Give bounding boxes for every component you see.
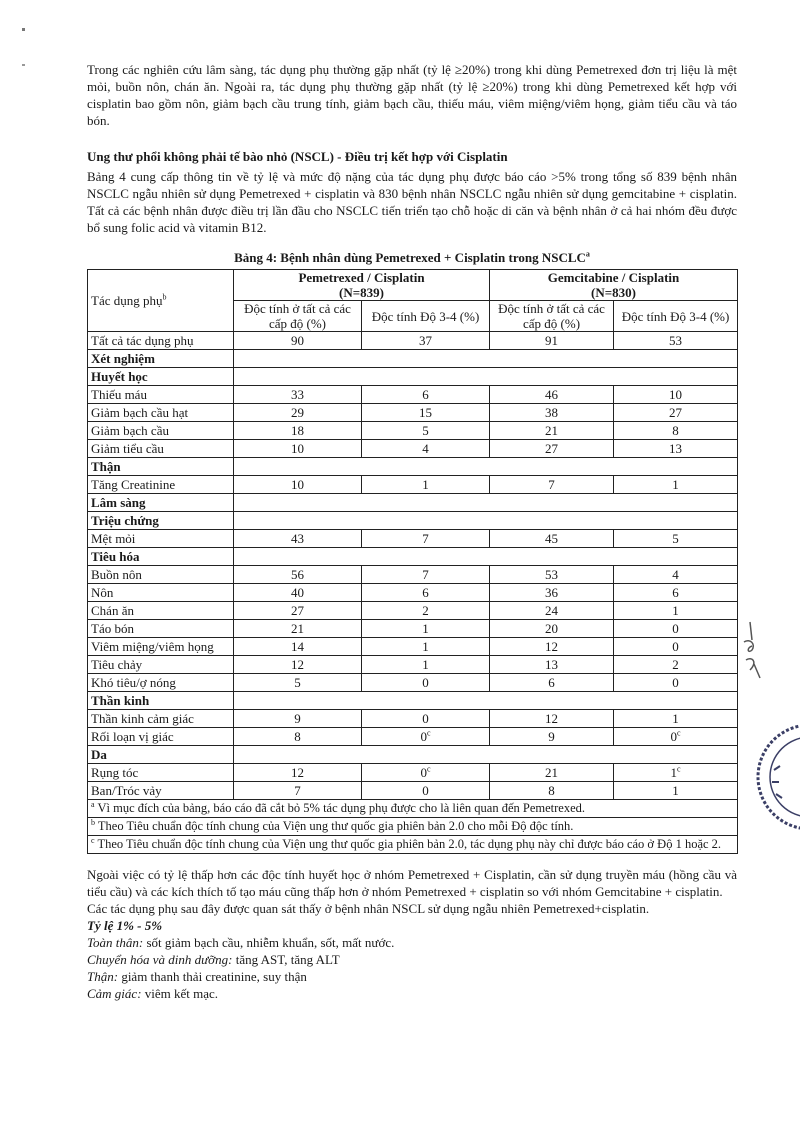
value-cell: 1: [614, 602, 738, 620]
value-cell: 21: [490, 422, 614, 440]
value-cell: 1: [614, 476, 738, 494]
value-cell: 7: [490, 476, 614, 494]
value-cell: 5: [234, 674, 362, 692]
section-blank-cell: [234, 458, 738, 476]
subheader-all-grades-2: Độc tính ở tất cả các cấp độ (%): [490, 301, 614, 332]
row-label: Buồn nôn: [88, 566, 234, 584]
value-cell: 13: [614, 440, 738, 458]
table-caption-text: Bảng 4: Bệnh nhân dùng Pemetrexed + Cisplatin trong NSCLC: [234, 250, 586, 265]
rate-heading: Tỷ lệ 1% - 5%: [87, 918, 163, 933]
value-cell: 10: [614, 386, 738, 404]
table-caption-footnote-mark: a: [585, 249, 590, 259]
table-caption: [87, 249, 737, 266]
value-cell: 6: [362, 584, 490, 602]
footnote-row: [88, 836, 738, 854]
value-cell: 53: [614, 332, 738, 350]
table-section-row: [88, 368, 738, 386]
table-row: [88, 422, 738, 440]
table-header-row-1: [88, 270, 738, 301]
value-cell: 0: [362, 782, 490, 800]
section-heading: Ung thư phổi không phải tế bào nhỏ (NSCL) - Điều trị kết hợp với Cisplatin: [87, 149, 508, 164]
subheader-all-grades-1: Độc tính ở tất cả các cấp độ (%): [234, 301, 362, 332]
table-row: [88, 638, 738, 656]
row-label: Tất cả tác dụng phụ: [88, 332, 234, 350]
value-cell: 45: [490, 530, 614, 548]
value-cell: 6: [490, 674, 614, 692]
list-item: Thận: giảm thanh thải creatinine, suy thận: [87, 969, 307, 984]
section-blank-cell: [234, 512, 738, 530]
intro-paragraph-1: Trong các nghiên cứu lâm sàng, tác dụng phụ thường gặp nhất (tỷ lệ ≥20%) trong khi dùng Pemetrexed đơn trị liệu là mệt mỏi, buồn nôn, chán ăn. Ngoài ra, tác dụng phụ thường gặp nhất (tỷ lệ ≥20%) trong khi dùng Pemetrexed kết hợp với cisplatin bao gồm nôn, giảm bạch cầu trung tính, giảm bạch cầu, thiếu máu, viêm miệng/viêm họng, giảm tiểu cầu và táo bón.: [87, 62, 737, 128]
value-cell: 91: [490, 332, 614, 350]
table-row: [88, 656, 738, 674]
section-blank-cell: [234, 368, 738, 386]
value-cell: 1$^c$: [614, 764, 738, 782]
row-label: Chán ăn: [88, 602, 234, 620]
value-cell: 7: [362, 566, 490, 584]
value-cell: 0: [614, 620, 738, 638]
row-label: Tiêu chảy: [88, 656, 234, 674]
value-cell: 27: [490, 440, 614, 458]
value-cell: 43: [234, 530, 362, 548]
section-label: Thận: [88, 458, 234, 476]
value-cell: 4: [614, 566, 738, 584]
value-cell: 9: [490, 728, 614, 746]
value-cell: 13: [490, 656, 614, 674]
section-blank-cell: [234, 746, 738, 764]
row-label: Nôn: [88, 584, 234, 602]
adverse-events-table: [87, 269, 738, 854]
value-cell: 46: [490, 386, 614, 404]
row-label: Ban/Tróc vảy: [88, 782, 234, 800]
section-label: Thần kinh: [88, 692, 234, 710]
value-cell: 1: [614, 710, 738, 728]
after-list: [87, 934, 737, 1002]
handwritten-mark-icon: [736, 620, 766, 680]
footnote-mark: c: [676, 728, 681, 738]
table-row: [88, 566, 738, 584]
row-label: Thiếu máu: [88, 386, 234, 404]
table-row: [88, 674, 738, 692]
official-stamp-icon: [752, 712, 800, 842]
table-row: [88, 404, 738, 422]
value-cell: 10: [234, 476, 362, 494]
row-label: Rụng tóc: [88, 764, 234, 782]
table-row: [88, 710, 738, 728]
list-item: Chuyển hóa và dinh dưỡng: tăng AST, tăng ALT: [87, 952, 340, 967]
value-cell: 1: [362, 656, 490, 674]
value-cell: 40: [234, 584, 362, 602]
row-label: Mệt mỏi: [88, 530, 234, 548]
table-row: [88, 602, 738, 620]
value-cell: 1: [362, 476, 490, 494]
value-cell: 12: [234, 764, 362, 782]
section-label: Lâm sàng: [88, 494, 234, 512]
value-cell: 0: [614, 674, 738, 692]
section-label: Triệu chứng: [88, 512, 234, 530]
value-cell: 12: [490, 638, 614, 656]
table-row: [88, 440, 738, 458]
value-cell: 37: [362, 332, 490, 350]
footnote: $^c$ Theo Tiêu chuẩn độc tính chung của Viện ung thư quốc gia phiên bản 2.0, tác dụng phụ này chỉ được báo cáo ở Độ 1 hoặc 2.: [88, 836, 738, 854]
table-footnotes: [88, 800, 738, 854]
row-label: Rối loạn vị giác: [88, 728, 234, 746]
after-paragraph-1: Ngoài việc có tỷ lệ thấp hơn các độc tính huyết học ở nhóm Pemetrexed + Cisplatin, cần sử dụng truyền máu (hồng cầu và tiểu cầu) và các kích thích tố tạo máu cũng thấp hơn ở nhóm Pemetrexed + cisplatin so với nhóm Gemcitabine + cisplatin.: [87, 867, 737, 899]
value-cell: 29: [234, 404, 362, 422]
value-cell: 8: [614, 422, 738, 440]
footnote: $^a$ Vì mục đích của bảng, báo cáo đã cắt bỏ 5% tác dụng phụ được cho là liên quan đến Pemetrexed.: [88, 800, 738, 818]
row-label: Giảm tiểu cầu: [88, 440, 234, 458]
value-cell: 0$^c$: [362, 728, 490, 746]
section-label: Xét nghiệm: [88, 350, 234, 368]
value-cell: 18: [234, 422, 362, 440]
column-group-pemetrexed: Pemetrexed / Cisplatin (N=839): [234, 270, 490, 301]
table-row: [88, 332, 738, 350]
value-cell: 14: [234, 638, 362, 656]
row-label: Giảm bạch cầu hạt: [88, 404, 234, 422]
table-section-row: [88, 548, 738, 566]
value-cell: 7: [362, 530, 490, 548]
value-cell: 0$^c$: [614, 728, 738, 746]
table-section-row: [88, 512, 738, 530]
value-cell: 38: [490, 404, 614, 422]
table-row: [88, 728, 738, 746]
value-cell: 27: [234, 602, 362, 620]
subheader-grade-3-4-2: Độc tính Độ 3-4 (%): [614, 301, 738, 332]
section-blank-cell: [234, 692, 738, 710]
table-body: [88, 332, 738, 800]
value-cell: 6: [614, 584, 738, 602]
value-cell: 8: [234, 728, 362, 746]
footnote-row: [88, 800, 738, 818]
value-cell: 10: [234, 440, 362, 458]
section-blank-cell: [234, 350, 738, 368]
value-cell: 0: [614, 638, 738, 656]
table-row: [88, 476, 738, 494]
row-label: Táo bón: [88, 620, 234, 638]
subheader-grade-3-4-1: Độc tính Độ 3-4 (%): [362, 301, 490, 332]
value-cell: 2: [362, 602, 490, 620]
scan-dot: [22, 64, 25, 66]
row-label: Viêm miệng/viêm họng: [88, 638, 234, 656]
intro-paragraph-2: Bảng 4 cung cấp thông tin về tỷ lệ và mức độ nặng của tác dụng phụ được báo cáo >5% trong tổng số 839 bệnh nhân NSCLC ngẫu nhiên sử dụng Pemetrexed + cisplatin và 830 bệnh nhân NSCLC ngẫu nhiên sử dụng gemcitabine + cisplatin. Tất cả các bệnh nhân được điều trị lần đầu cho NSCLC tiến triển tạo chỗ hoặc di căn và bệnh nhân ở cả hai nhóm đều được bổ sung folic acid và vitamin B12.: [87, 169, 737, 235]
value-cell: 27: [614, 404, 738, 422]
row-label: Giảm bạch cầu: [88, 422, 234, 440]
value-cell: 53: [490, 566, 614, 584]
value-cell: 1: [614, 782, 738, 800]
table-row: [88, 530, 738, 548]
table-section-row: [88, 494, 738, 512]
value-cell: 0$^c$: [362, 764, 490, 782]
value-cell: 8: [490, 782, 614, 800]
value-cell: 2: [614, 656, 738, 674]
section-blank-cell: [234, 494, 738, 512]
row-label: Khó tiêu/ợ nóng: [88, 674, 234, 692]
value-cell: 7: [234, 782, 362, 800]
value-cell: 4: [362, 440, 490, 458]
row-label: Tăng Creatinine: [88, 476, 234, 494]
value-cell: 5: [362, 422, 490, 440]
value-cell: 9: [234, 710, 362, 728]
value-cell: 12: [490, 710, 614, 728]
table-row: [88, 584, 738, 602]
footnote-row: [88, 818, 738, 836]
value-cell: 36: [490, 584, 614, 602]
value-cell: 33: [234, 386, 362, 404]
table-section-row: [88, 458, 738, 476]
row-label: Thần kinh cảm giác: [88, 710, 234, 728]
section-label: Huyết học: [88, 368, 234, 386]
value-cell: 15: [362, 404, 490, 422]
section-blank-cell: [234, 548, 738, 566]
value-cell: 21: [490, 764, 614, 782]
after-paragraph-2: Các tác dụng phụ sau đây được quan sát thấy ở bệnh nhân NSCL sử dụng ngẫu nhiên Pemetrexed+cisplatin.: [87, 901, 650, 916]
value-cell: 21: [234, 620, 362, 638]
table-section-row: [88, 692, 738, 710]
scan-dot: [22, 28, 25, 31]
column-header-adverse-event: Tác dụng phụ$^b$: [88, 270, 234, 332]
value-cell: 90: [234, 332, 362, 350]
table-section-row: [88, 746, 738, 764]
value-cell: 0: [362, 674, 490, 692]
table-row: [88, 620, 738, 638]
footnote-mark: c: [426, 764, 431, 774]
table-row: [88, 386, 738, 404]
section-label: Tiêu hóa: [88, 548, 234, 566]
list-item: Cảm giác: viêm kết mạc.: [87, 986, 219, 1001]
value-cell: 12: [234, 656, 362, 674]
value-cell: 1: [362, 620, 490, 638]
table-row: [88, 782, 738, 800]
value-cell: 6: [362, 386, 490, 404]
value-cell: 56: [234, 566, 362, 584]
value-cell: 1: [362, 638, 490, 656]
section-label: Da: [88, 746, 234, 764]
value-cell: 5: [614, 530, 738, 548]
table-row: [88, 764, 738, 782]
list-item: Toàn thân: sốt giảm bạch cầu, nhiễm khuẩn, sốt, mất nước.: [87, 935, 395, 950]
footnote: $^b$ Theo Tiêu chuẩn độc tính chung của Viện ung thư quốc gia phiên bản 2.0 cho mỗi Độ độc tính.: [88, 818, 738, 836]
table-section-row: [88, 350, 738, 368]
value-cell: 20: [490, 620, 614, 638]
after-table-section: [87, 866, 737, 1002]
footnote-mark: c: [426, 728, 431, 738]
column-group-gemcitabine: Gemcitabine / Cisplatin (N=830): [490, 270, 738, 301]
value-cell: 24: [490, 602, 614, 620]
footnote-mark: c: [676, 764, 681, 774]
value-cell: 0: [362, 710, 490, 728]
